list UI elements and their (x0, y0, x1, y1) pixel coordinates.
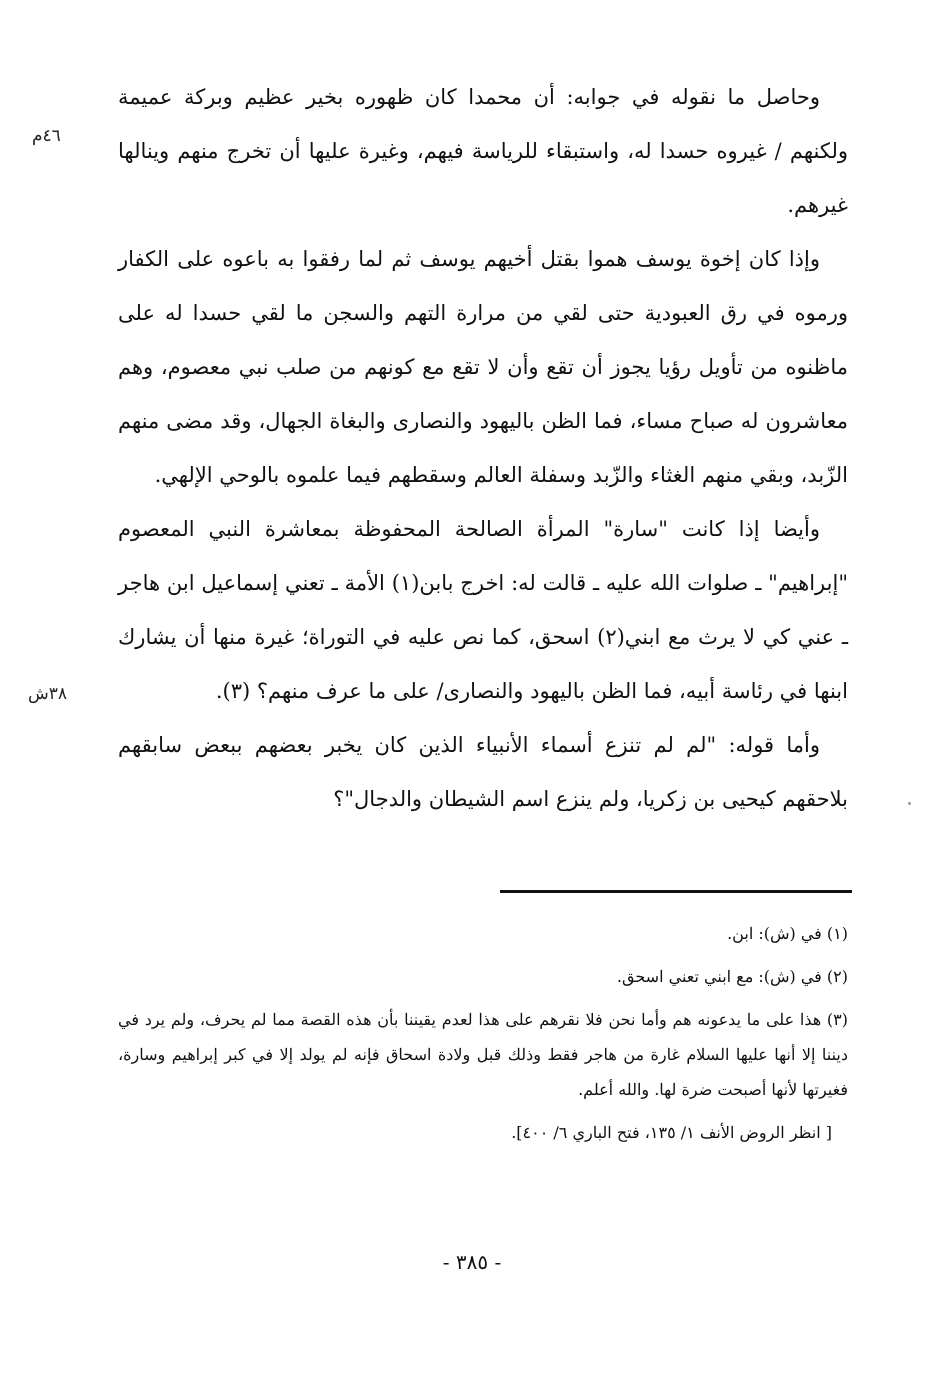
footnotes (118, 916, 848, 1150)
margin-note-manuscript-sh: ٣٨ش (28, 684, 68, 704)
footnote-1: (١) في (ش): ابن. (727, 924, 848, 943)
footnote-3: (٣) هذا على ما يدعونه هم وأما نحن فلا نقرهم على هذا لعدم يقيننا بأن هذه القصة مما لم يحرف، ولم يرد في ديننا إلا أنها عليها السلام غارة من هاجر فقط وذلك قبل ولادة اسحاق فإنه لم يولد إلا في كبر إبراهيم وسارة، فغيرتها لأنها أصبحت ضرة لها. والله أعلم. (118, 1010, 849, 1099)
footnote-3-reference: [ انظر الروض الأنف ١/ ١٣٥، فتح الباري ٦/ ٤٠٠]. (511, 1123, 832, 1142)
footnote-separator (500, 890, 852, 893)
page-number: - ٣٨٥ - (442, 1250, 502, 1274)
paragraph-2: وإذا كان إخوة يوسف هموا بقتل أخيهم يوسف ثم لما رفقوا به باعوه على الكفار ورموه في رق العبودية حتى لقي من مرارة التهم والسجن ما لقي حسدا له على ماظنوه من تأويل رؤيا يجوز أن تقع وأن لا تقع مع كونهم من صلب نبي معصوم، وهم معاشرون له صباح مساء، فما الظن باليهود والنصارى والبغاة الجهال، وقد مضى منهم الزّبد، وبقي منهم الغثاء والزّبد وسفلة العالم وسقطهم فيما علموه بالوحي الإلهي. (118, 247, 848, 487)
main-text (118, 70, 848, 826)
scan-speck (908, 802, 911, 805)
paragraph-1: وحاصل ما نقوله في جوابه: أن محمدا كان ظهوره بخير عظيم وبركة عميمة ولكنهم / غيروه حسدا له، واستبقاء للرياسة فيهم، وغيرة عليها أن تخرج منهم وينالها غيرهم. (118, 85, 848, 217)
margin-note-manuscript-m: ٤٦م (32, 126, 61, 146)
paragraph-4: وأما قوله: "لم لم تنزع أسماء الأنبياء الذين كان يخبر بعضهم ببعض سابقهم بلاحقهم كيحيى بن زكريا، ولم ينزع اسم الشيطان والدجال"؟ (118, 733, 848, 811)
paragraph-3: وأيضا إذا كانت "سارة" المرأة الصالحة المحفوظة بمعاشرة النبي المعصوم "إبراهيم" ـ صلوات الله عليه ـ قالت له: اخرج بابن(١) الأمة ـ تعني إسماعيل ابن هاجر ـ عني كي لا يرث مع ابني(٢) اسحق، كما نص عليه في التوراة؛ غيرة منها أن يشارك ابنها في رئاسة أبيه، فما الظن باليهود والنصارى/ على ما عرف منهم؟ (٣). (118, 517, 848, 703)
footnote-2: (٢) في (ش): مع ابني تعني اسحق. (616, 967, 848, 986)
